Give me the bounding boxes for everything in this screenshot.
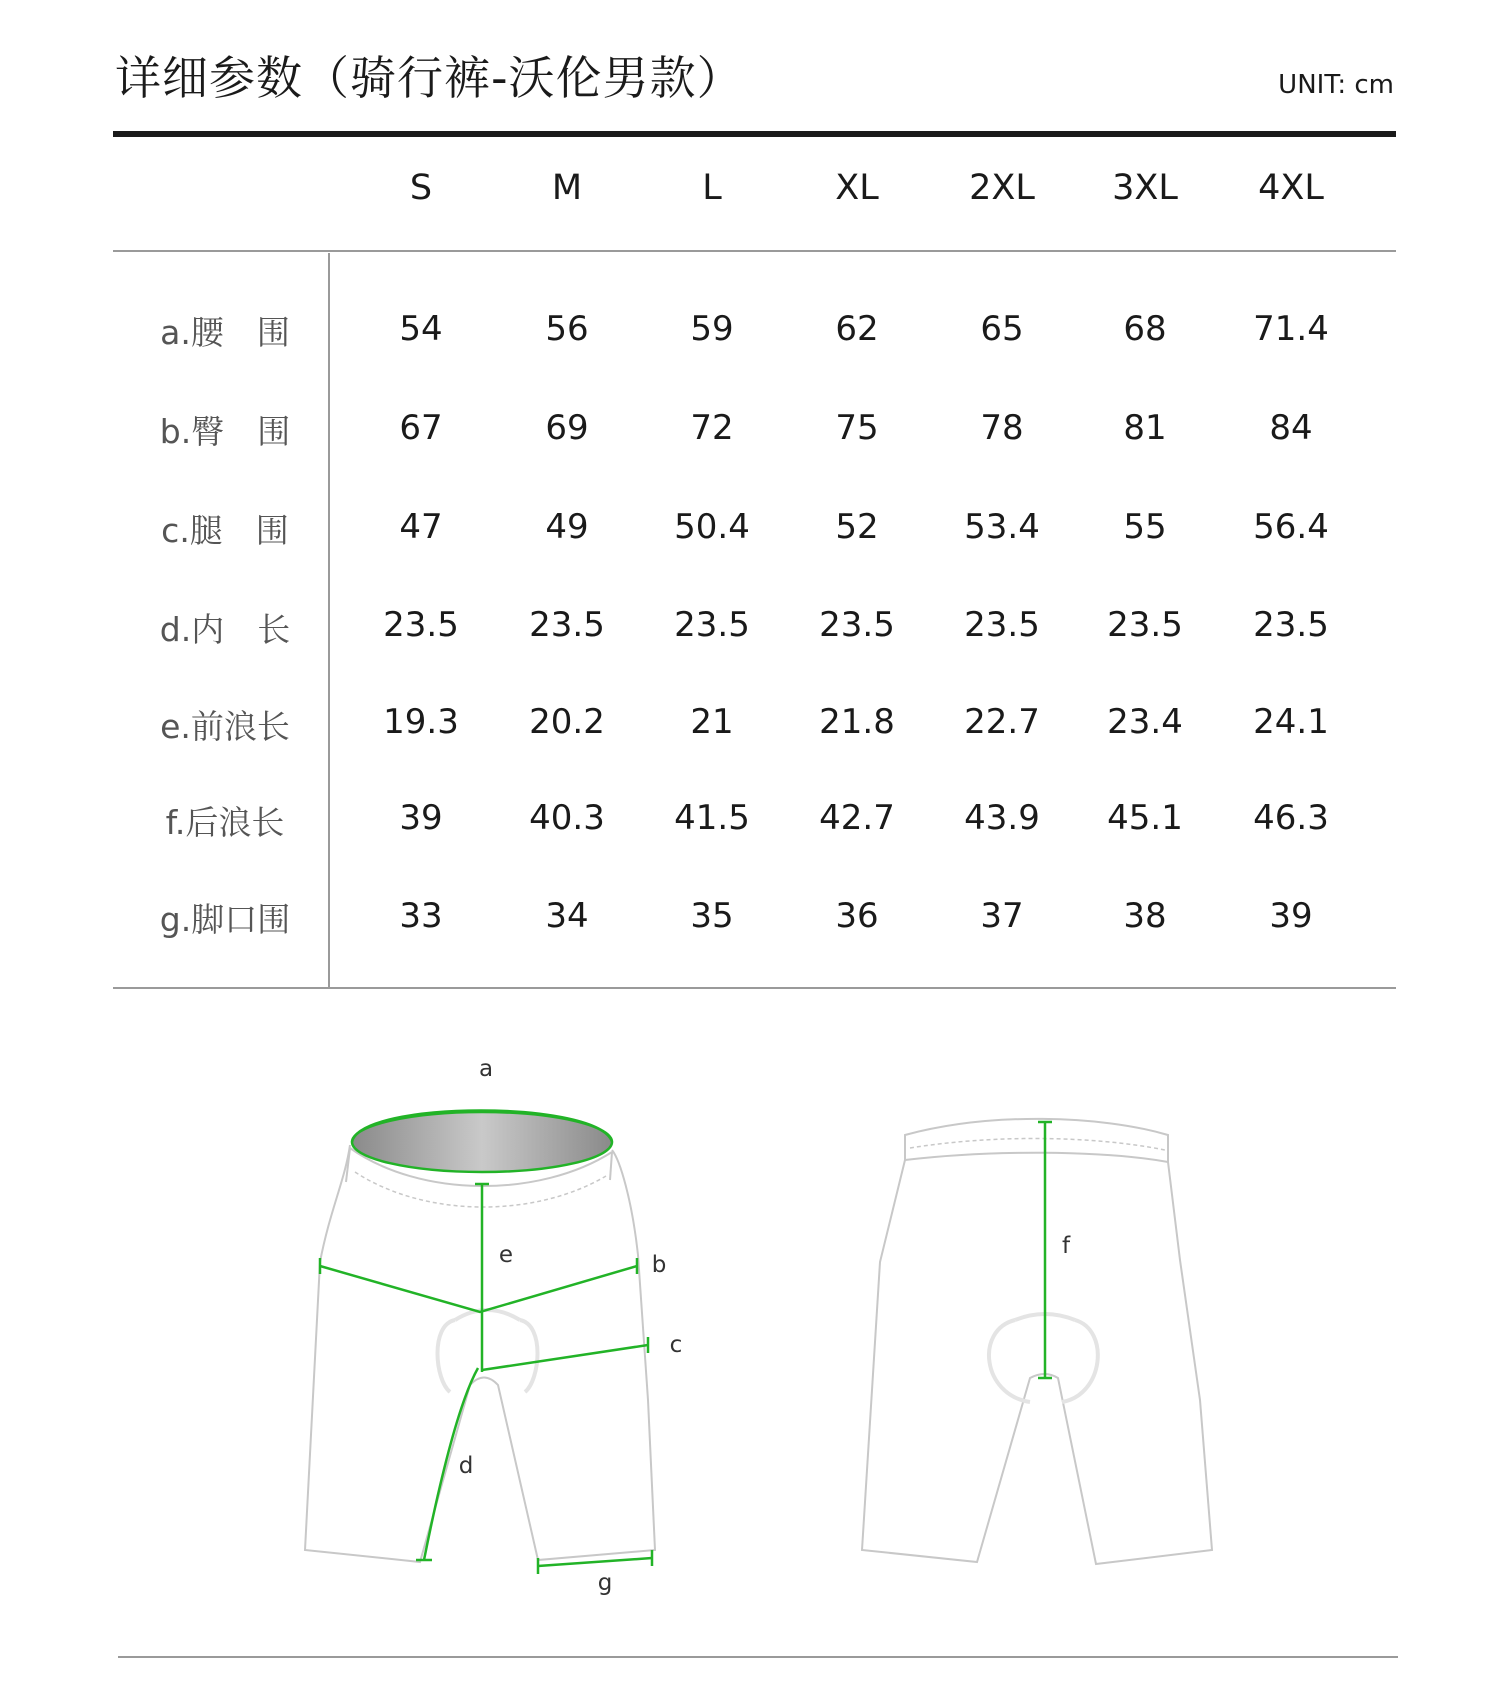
table-cell: 23.5 (1107, 605, 1183, 645)
diagram-label-g: g (597, 1570, 613, 1596)
table-cell: 40.3 (529, 798, 605, 838)
table-cell: 52 (835, 507, 879, 547)
size-header-m: M (551, 168, 583, 208)
diagram-label-a: a (478, 1056, 494, 1082)
table-cell: 84 (1269, 408, 1313, 448)
front-shorts-outline (305, 1145, 655, 1562)
diagram-label-f: f (1061, 1233, 1071, 1259)
size-header-xl: XL (835, 168, 879, 208)
table-cell: 75 (835, 408, 879, 448)
table-cell: 23.5 (529, 605, 605, 645)
table-cell: 56 (545, 309, 589, 349)
table-cell: 69 (545, 408, 589, 448)
table-cell: 38 (1123, 896, 1167, 936)
table-cell: 81 (1123, 408, 1167, 448)
leg-opening-line (538, 1550, 652, 1574)
table-cell: 71.4 (1253, 309, 1329, 349)
size-header-l: L (702, 168, 722, 208)
footer-rule (118, 1656, 1398, 1658)
table-cell: 39 (399, 798, 443, 838)
row-label-waist: a.腰 围 (160, 313, 290, 352)
table-cell: 53.4 (964, 507, 1040, 547)
table-cell: 23.4 (1107, 702, 1183, 742)
diagram-label-d: d (458, 1453, 474, 1479)
table-cell: 20.2 (529, 702, 605, 742)
table-cell: 19.3 (383, 702, 459, 742)
table-cell: 47 (399, 507, 443, 547)
size-header-s: S (409, 168, 433, 208)
label-column-divider (328, 253, 330, 989)
table-cell: 36 (835, 896, 879, 936)
table-cell: 42.7 (819, 798, 895, 838)
row-label-leg-opening: g.脚口围 (159, 900, 291, 939)
header-rule (113, 131, 1396, 137)
table-cell: 35 (690, 896, 734, 936)
size-header-2xl: 2XL (969, 168, 1035, 208)
table-bottom-divider (113, 987, 1396, 989)
front-rise-line (475, 1184, 489, 1372)
table-cell: 21.8 (819, 702, 895, 742)
table-cell: 39 (1269, 896, 1313, 936)
table-cell: 49 (545, 507, 589, 547)
table-cell: 23.5 (1253, 605, 1329, 645)
table-cell: 23.5 (674, 605, 750, 645)
table-cell: 23.5 (819, 605, 895, 645)
row-label-back-rise: f.后浪长 (165, 803, 285, 842)
table-cell: 62 (835, 309, 879, 349)
table-cell: 34 (545, 896, 589, 936)
row-label-thigh: c.腿 围 (161, 511, 289, 550)
table-cell: 33 (399, 896, 443, 936)
row-label-inseam: d.内 长 (159, 610, 291, 649)
table-cell: 55 (1123, 507, 1167, 547)
table-cell: 59 (690, 309, 734, 349)
table-cell: 65 (980, 309, 1024, 349)
page-title: 详细参数（骑行裤-沃伦男款） (115, 51, 744, 105)
table-cell: 21 (690, 702, 734, 742)
table-cell: 43.9 (964, 798, 1040, 838)
row-label-hip: b.臀 围 (159, 412, 291, 451)
diagram-label-c: c (669, 1332, 683, 1358)
row-label-front-rise: e.前浪长 (160, 707, 290, 746)
diagram-label-b: b (651, 1252, 667, 1278)
measurement-diagram (0, 1000, 1500, 1640)
hip-line (320, 1258, 637, 1312)
table-cell: 72 (690, 408, 734, 448)
table-cell: 78 (980, 408, 1024, 448)
table-cell: 56.4 (1253, 507, 1329, 547)
table-cell: 46.3 (1253, 798, 1329, 838)
table-cell: 22.7 (964, 702, 1040, 742)
table-cell: 67 (399, 408, 443, 448)
back-shorts-outline (862, 1119, 1212, 1564)
table-header-divider (113, 250, 1396, 252)
table-cell: 37 (980, 896, 1024, 936)
table-cell: 45.1 (1107, 798, 1183, 838)
table-cell: 41.5 (674, 798, 750, 838)
thigh-line (482, 1337, 648, 1370)
table-cell: 54 (399, 309, 443, 349)
size-header-4xl: 4XL (1258, 168, 1324, 208)
table-cell: 24.1 (1253, 702, 1329, 742)
table-cell: 50.4 (674, 507, 750, 547)
table-cell: 68 (1123, 309, 1167, 349)
waist-measure-ellipse (352, 1111, 612, 1173)
size-header-3xl: 3XL (1112, 168, 1178, 208)
unit-label: UNIT: cm (1278, 70, 1394, 100)
table-cell: 23.5 (964, 605, 1040, 645)
diagram-label-e: e (498, 1242, 514, 1268)
table-cell: 23.5 (383, 605, 459, 645)
back-rise-line (1038, 1122, 1052, 1378)
